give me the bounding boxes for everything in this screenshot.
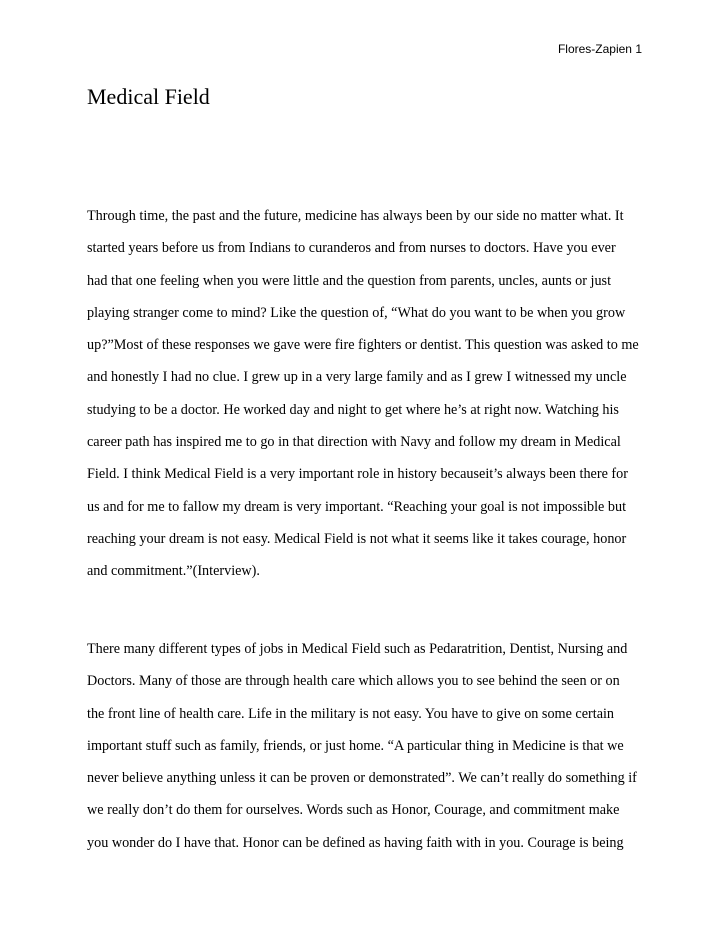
- text-line: Through time, the past and the future, medicine has always been by our side no matter what. It: [87, 208, 624, 224]
- text-line: career path has inspired me to go in that direction with Navy and follow my dream in Medical: [87, 434, 621, 451]
- text-line: we really don’t do them for ourselves. Words such as Honor, Courage, and commitment make: [87, 802, 620, 819]
- running-head: Flores-Zapien 1: [557, 42, 642, 56]
- text-line: us and for me to fallow my dream is very important. “Reaching your goal is not impossible but: [87, 498, 627, 515]
- text-line: had that one feeling when you were little and the question from parents, uncles, aunts or just: [87, 272, 612, 289]
- text-line: reaching your dream is not easy. Medical Field is not what it seems like it takes courage, honor: [87, 530, 627, 547]
- document-title: Medical Field: [87, 84, 210, 109]
- text-line: up?”Most of these responses we gave were fire fighters or dentist. This question was asked to me: [87, 337, 639, 354]
- text-line: There many different types of jobs in Medical Field such as Pedaratrition, Dentist, Nursing and: [87, 641, 628, 657]
- text-line: playing stranger come to mind? Like the question of, “What do you want to be when you grow: [87, 304, 626, 321]
- text-line: Doctors. Many of those are through health care which allows you to see behind the seen or on: [87, 673, 620, 690]
- paragraph: [87, 200, 639, 588]
- paragraph: [87, 633, 637, 859]
- text-line: and commitment.”(Interview).: [87, 563, 260, 580]
- text-line: Field. I think Medical Field is a very important role in history becauseit’s always been there for: [87, 466, 628, 483]
- text-line: you wonder do I have that. Honor can be defined as having faith with in you. Courage is being: [87, 834, 624, 851]
- text-line: started years before us from Indians to curanderos and from nurses to doctors. Have you ever: [87, 240, 616, 257]
- text-line: the front line of health care. Life in the military is not easy. You have to give on some certain: [87, 705, 615, 722]
- text-line: important stuff such as family, friends, or just home. “A particular thing in Medicine is that we: [87, 737, 624, 754]
- text-line: never believe anything unless it can be proven or demonstrated”. We can’t really do something if: [87, 770, 637, 787]
- text-line: and honestly I had no clue. I grew up in a very large family and as I grew I witnessed my uncle: [87, 369, 627, 386]
- text-line: studying to be a doctor. He worked day and night to get where he’s at right now. Watching his: [87, 401, 619, 418]
